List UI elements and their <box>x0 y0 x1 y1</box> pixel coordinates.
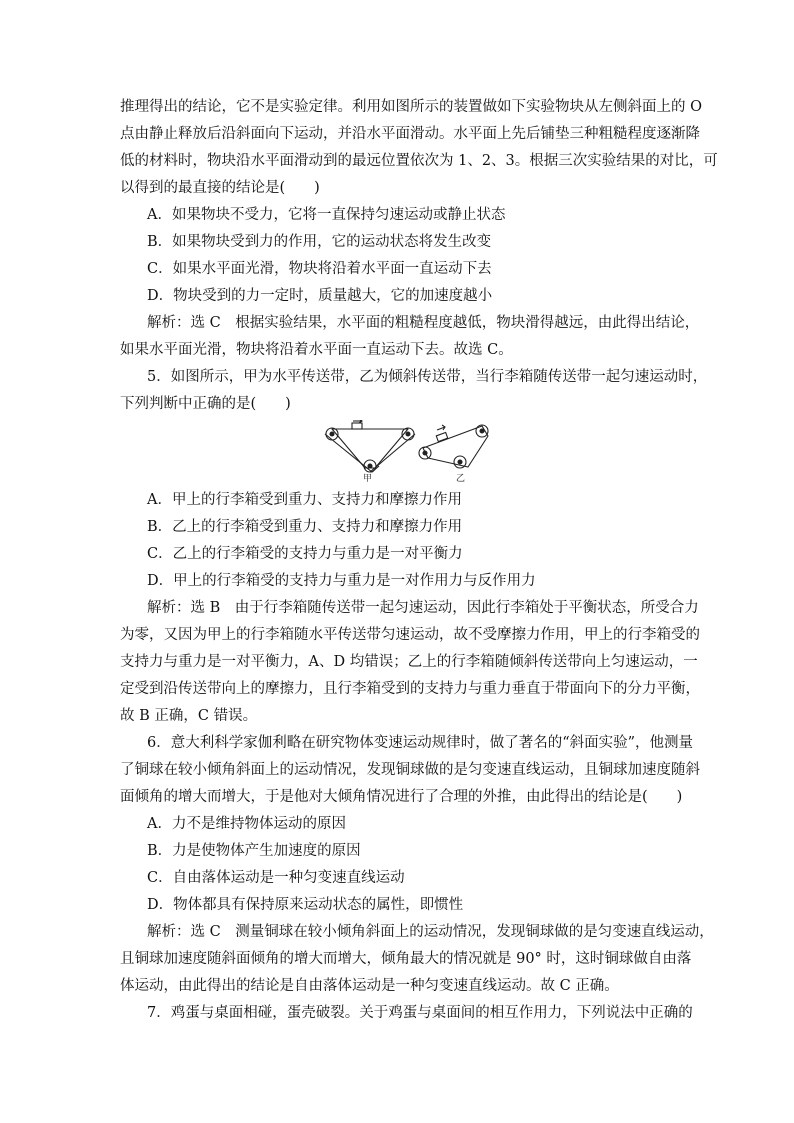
label-jia: 甲 <box>363 474 373 482</box>
label-yi: 乙 <box>456 474 466 482</box>
analysis-line: 体运动，由此得出的结论是自由落体运动是一种匀变速直线运动。故 C 正确。 <box>120 978 619 994</box>
analysis-line: 故 B 正确，C 错误。 <box>120 708 258 724</box>
conveyor-belt-figure <box>320 420 500 482</box>
analysis-line: 支持力与重力是一对平衡力，A、D 均错误；乙上的行李箱随倾斜传送带向上匀速运动，一 <box>120 654 698 670</box>
analysis-line: 解析：选 C 根据实验结果，水平面的粗糙程度越低，物块滑得越远，由此得出结论， <box>147 315 700 331</box>
option-b: B．乙上的行李箱受到重力、支持力和摩擦力作用 <box>147 519 463 535</box>
option-a: A．如果物块不受力，它将一直保持匀速运动或静止状态 <box>147 207 506 223</box>
analysis-line: 为零，又因为甲上的行李箱随水平传送带匀速运动，故不受摩擦力作用，甲上的行李箱受的 <box>120 627 700 643</box>
option-d: D．物体都具有保持原来运动状态的属性，即惯性 <box>147 897 464 913</box>
analysis-line: 解析：选 B 由于行李箱随传送带一起匀速运动，因此行李箱处于平衡状态，所受合力 <box>147 600 699 616</box>
horizontal-belt-diagram <box>325 420 415 472</box>
option-c: C．自由落体运动是一种匀变速直线运动 <box>147 870 405 886</box>
question-6-stem: 了铜球在较小倾角斜面上的运动情况，发现铜球做的是匀变速直线运动，且铜球加速度随斜 <box>120 762 700 778</box>
analysis-line: 如果水平面光滑，物块将沿着水平面一直运动下去。故选 C。 <box>120 342 513 358</box>
question-5-stem: 5．如图所示，甲为水平传送带，乙为倾斜传送带，当行李箱随传送带一起匀速运动时， <box>147 369 708 385</box>
question-6-stem: 面倾角的增大而增大，于是他对大倾角情况进行了合理的外推，由此得出的结论是( ) <box>120 789 683 805</box>
option-d: D．物块受到的力一定时，质量越大，它的加速度越小 <box>147 288 493 304</box>
question-7-stem: 7．鸡蛋与桌面相碰，蛋壳破裂。关于鸡蛋与桌面间的相互作用力，下列说法中正确的 <box>147 1005 693 1021</box>
analysis-line: 且铜球加速度随斜面倾角的增大而增大，倾角最大的情况就是 90° 时，这时铜球做自由落 <box>120 951 692 967</box>
option-c: C．乙上的行李箱受的支持力与重力是一对平衡力 <box>147 546 463 562</box>
option-a: A．力不是维持物体运动的原因 <box>147 816 346 832</box>
text-line: 以得到的最直接的结论是( ) <box>120 180 320 196</box>
option-b: B．如果物块受到力的作用，它的运动状态将发生改变 <box>147 234 492 250</box>
text-line: 推理得出的结论，它不是实验定律。利用如图所示的装置做如下实验物块从左侧斜面上的 O <box>120 99 702 115</box>
option-d: D．甲上的行李箱受的支持力与重力是一对作用力与反作用力 <box>147 573 536 589</box>
option-c: C．如果水平面光滑，物块将沿着水平面一直运动下去 <box>147 261 492 277</box>
option-b: B．力是使物体产生加速度的原因 <box>147 843 361 859</box>
text-line: 点由静止释放后沿斜面向下运动，并沿水平面滑动。水平面上先后铺垫三种粗糙程度逐渐降 <box>120 126 700 142</box>
inclined-belt-diagram <box>419 425 488 468</box>
question-5-stem: 下列判断中正确的是( ) <box>120 396 291 412</box>
analysis-line: 定受到沿传送带向上的摩擦力，且行李箱受到的支持力与重力垂直于带面向下的分力平衡， <box>120 681 700 697</box>
option-a: A．甲上的行李箱受到重力、支持力和摩擦力作用 <box>147 492 462 508</box>
text-line: 低的材料时，物块沿水平面滑动到的最远位置依次为 1、2、3。根据三次实验结果的对比，可 <box>120 153 718 169</box>
question-6-stem: 6．意大利科学家伽利略在研究物体变速运动规律时，做了著名的“斜面实验”，他测量 <box>147 735 694 751</box>
analysis-line: 解析：选 C 测量铜球在较小倾角斜面上的运动情况，发现铜球做的是匀变速直线运动， <box>147 924 714 940</box>
